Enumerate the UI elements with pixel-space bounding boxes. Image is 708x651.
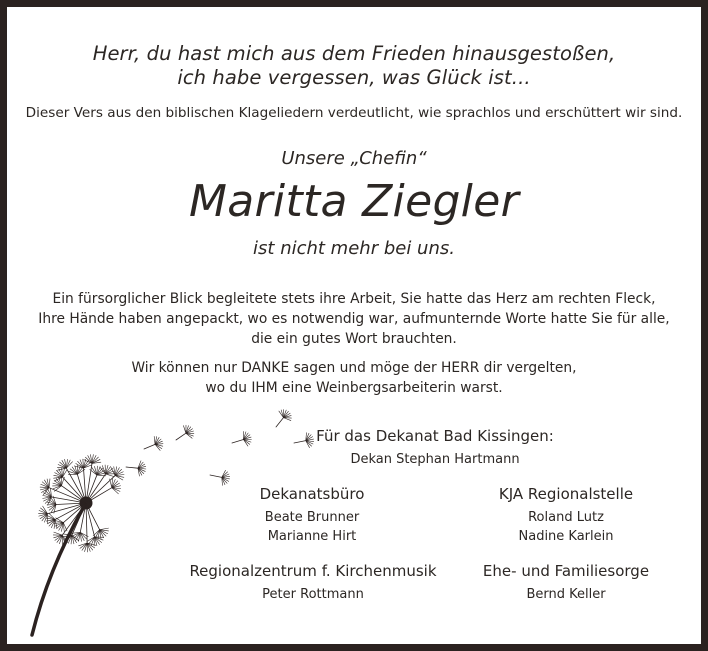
signature-ehe-heading: Ehe- und Familiesorge bbox=[482, 562, 650, 580]
dandelion-icon bbox=[14, 405, 314, 640]
signature-dekanat-heading: Für das Dekanat Bad Kissingen: bbox=[316, 427, 554, 445]
status-line: ist nicht mehr bei uns. bbox=[253, 238, 455, 259]
signature-kja-name-1: Roland Lutz bbox=[528, 510, 604, 525]
signature-buero-heading: Dekanatsbüro bbox=[259, 485, 365, 503]
thanks-text bbox=[0, 358, 708, 398]
intro-text: Dieser Vers aus den biblischen Klageliedern verdeutlicht, wie sprachlos und erschüttert wir sind. bbox=[25, 105, 683, 121]
tribute-line-3: die ein gutes Wort brauchten. bbox=[251, 331, 457, 347]
signature-buero-name-2: Marianne Hirt bbox=[267, 529, 357, 544]
signature-musik-name: Peter Rottmann bbox=[262, 587, 364, 602]
verse-line-2: ich habe vergessen, was Glück ist... bbox=[177, 66, 531, 89]
tribute-text bbox=[0, 289, 708, 349]
tribute-line-2: Ihre Hände haben angepackt, wo es notwendig war, aufmunternde Worte hatte Sie für alle, bbox=[38, 311, 670, 327]
deceased-name: Maritta Ziegler bbox=[189, 176, 519, 227]
signature-dekanat-name: Dekan Stephan Hartmann bbox=[350, 452, 520, 467]
signature-kja-heading: KJA Regionalstelle bbox=[498, 485, 634, 503]
thanks-line-1: Wir können nur DANKE sagen und möge der HERR dir vergelten, bbox=[131, 360, 577, 376]
thanks-line-2: wo du IHM eine Weinbergsarbeiterin warst. bbox=[205, 380, 503, 396]
verse-line-1: Herr, du hast mich aus dem Frieden hinausgestoßen, bbox=[92, 42, 616, 65]
signature-buero-name-1: Beate Brunner bbox=[264, 510, 360, 525]
signature-musik-heading: Regionalzentrum f. Kirchenmusik bbox=[189, 562, 437, 580]
tribute-line-1: Ein fürsorglicher Blick begleitete stets ihre Arbeit, Sie hatte das Herz am rechten Fleck, bbox=[52, 291, 656, 307]
subtitle: Unsere „Chefin“ bbox=[281, 148, 427, 169]
signature-kja-name-2: Nadine Karlein bbox=[518, 529, 614, 544]
signature-ehe-name: Bernd Keller bbox=[526, 587, 606, 602]
